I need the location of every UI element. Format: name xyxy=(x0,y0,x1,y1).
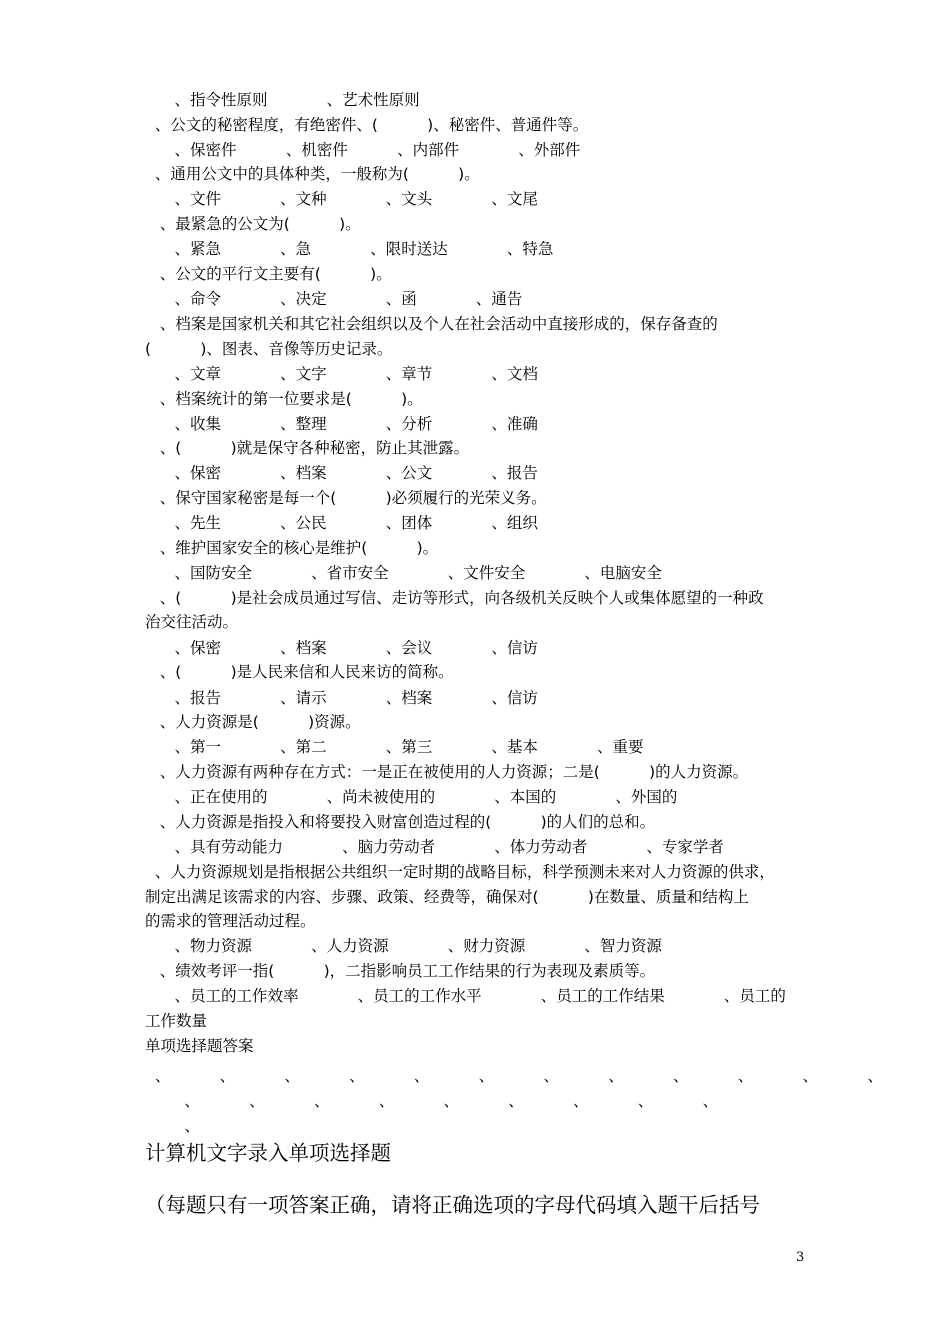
text-line: 、第一 、第二 、第三 、基本 、重要 xyxy=(145,738,644,756)
text-line: 、绩效考评一指( )，二指影响员工工作结果的行为表现及素质等。 xyxy=(145,962,656,980)
text-line: 、正在使用的 、尚未被使用的 、本国的 、外国的 xyxy=(145,788,678,806)
text-line: 、公文的平行文主要有( )。 xyxy=(145,265,392,283)
text-line: 、指令性原则 、艺术性原则 xyxy=(145,91,420,109)
text-line: 、人力资源是( )资源。 xyxy=(145,713,361,731)
section-instruction: （每题只有一项答案正确，请将正确选项的字母代码填入题干后括号 xyxy=(145,1193,760,1217)
text-line: 、文件 、文种 、文头 、文尾 xyxy=(145,190,538,208)
text-line: 工作数量 xyxy=(145,1012,208,1030)
text-line: ( )、图表、音像等历史记录。 xyxy=(145,340,393,358)
text-line: 、人力资源有两种存在方式：一是正在被使用的人力资源；二是( )的人力资源。 xyxy=(145,763,749,781)
text-line: 、档案是国家机关和其它社会组织以及个人在社会活动中直接形成的，保存备查的 xyxy=(145,315,718,333)
answer-line: 、 xyxy=(145,1117,200,1135)
text-line: 治交往活动。 xyxy=(145,613,239,631)
text-line: 、( )是社会成员通过写信、走访等形式，向各级机关反映个人或集体愿望的一种政 xyxy=(145,589,764,607)
text-line: 、( )就是保守各种秘密，防止其泄露。 xyxy=(145,439,470,457)
text-line: 、物力资源 、人力资源 、财力资源 、智力资源 xyxy=(145,937,662,955)
answer-section-title: 单项选择题答案 xyxy=(145,1037,254,1055)
text-line: 、保密件 、机密件 、内部件 、外部件 xyxy=(145,141,581,159)
text-line: 、具有劳动能力 、脑力劳动者 、体力劳动者 、专家学者 xyxy=(145,838,724,856)
text-line: 、国防安全 、省市安全 、文件安全 、电脑安全 xyxy=(145,564,662,582)
text-line: 、维护国家安全的核心是维护( )。 xyxy=(145,539,439,557)
text-line: 、保密 、档案 、会议 、信访 xyxy=(145,639,538,657)
answer-line: 、 、 、 、 、 、 、 、 、 、 、 、 xyxy=(145,1067,883,1085)
text-line: 、报告 、请示 、档案 、信访 xyxy=(145,689,538,707)
text-line: 、保守国家秘密是每一个( )必须履行的光荣义务。 xyxy=(145,489,547,507)
text-line: 、文章 、文字 、章节 、文档 xyxy=(145,365,538,383)
text-line: 制定出满足该需求的内容、步骤、政策、经费等，确保对( )在数量、质量和结构上 xyxy=(145,888,749,906)
text-line: 、员工的工作效率 、员工的工作水平 、员工的工作结果 、员工的 xyxy=(145,987,786,1005)
text-line: 、( )是人民来信和人民来访的简称。 xyxy=(145,663,454,681)
text-line: 、最紧急的公文为( )。 xyxy=(145,215,361,233)
text-line: 、保密 、档案 、公文 、报告 xyxy=(145,464,538,482)
text-line: 、先生 、公民 、团体 、组织 xyxy=(145,514,538,532)
text-line: 、通用公文中的具体种类，一般称为( )。 xyxy=(145,165,480,183)
section-heading: 计算机文字录入单项选择题 xyxy=(145,1141,391,1165)
text-line: 、收集 、整理 、分析 、准确 xyxy=(145,415,538,433)
page-number: 3 xyxy=(796,1250,805,1265)
text-line: 、公文的秘密程度，有绝密件、( )、秘密件、普通件等。 xyxy=(145,116,589,134)
answer-line: 、 、 、 、 、 、 、 、 、 xyxy=(145,1092,719,1110)
text-line: 的需求的管理活动过程。 xyxy=(145,912,316,930)
text-line: 、紧急 、急 、限时送达 、特急 xyxy=(145,240,554,258)
text-line: 、人力资源规划是指根据公共组织一定时期的战略目标，科学预测未来对人力资源的供求， xyxy=(145,863,775,881)
text-line: 、档案统计的第一位要求是( )。 xyxy=(145,390,423,408)
text-line: 、人力资源是指投入和将要投入财富创造过程的( )的人们的总和。 xyxy=(145,813,656,831)
text-line: 、命令 、决定 、函 、通告 xyxy=(145,290,523,308)
